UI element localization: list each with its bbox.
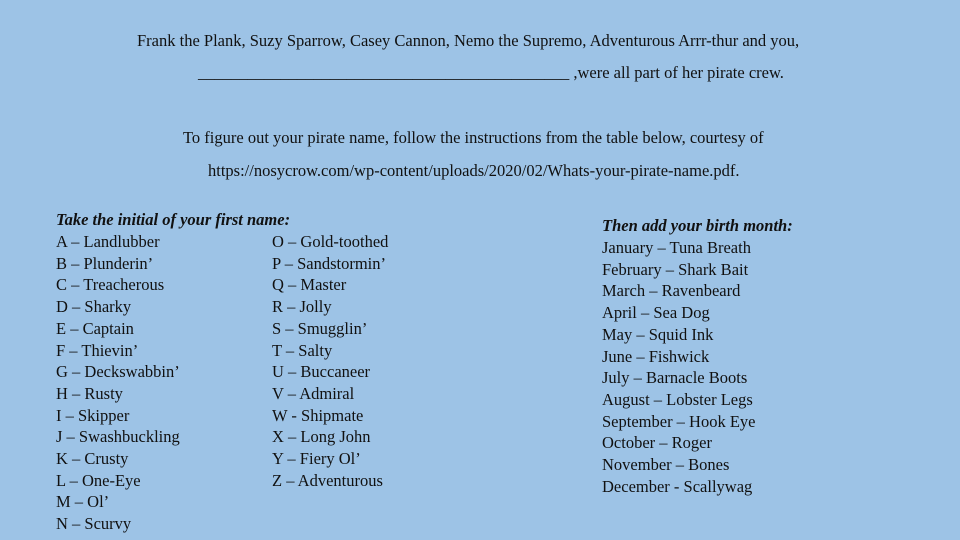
list-item: U – Buccaneer	[272, 362, 371, 382]
list-item: June – Fishwick	[602, 346, 710, 366]
list-item: Z – Adventurous	[272, 470, 383, 490]
list-item: A – Landlubber	[56, 232, 160, 251]
list-item: August – Lobster Legs	[602, 389, 753, 409]
list-item: C – Treacherous	[56, 275, 165, 295]
list-item: J – Swashbuckling	[56, 427, 180, 447]
list-item: N – Scurvy	[56, 514, 132, 534]
list-item: K – Crusty	[56, 449, 129, 469]
intro-blank-line: _____________________________________________ ,were all part of her pirate crew.	[198, 63, 784, 82]
list-item: H – Rusty	[56, 383, 123, 403]
list-item: T – Salty	[272, 340, 333, 360]
list-item: March – Ravenbeard	[602, 281, 741, 301]
list-item: G – Deckswabbin’	[56, 362, 180, 382]
list-item: V – Admiral	[272, 383, 355, 403]
list-item: I – Skipper	[56, 405, 130, 425]
list-item: December - Scallywag	[602, 476, 753, 496]
list-item: November – Bones	[602, 455, 730, 475]
list-item: W - Shipmate	[272, 405, 364, 425]
intro-crew-line: Frank the Plank, Suzy Sparrow, Casey Cannon, Nemo the Supremo, Adventurous Arrr-thur and you,	[137, 31, 800, 50]
list-item: F – Thievin’	[56, 340, 139, 360]
list-item: September – Hook Eye	[602, 411, 756, 431]
list-item: S – Smugglin’	[272, 318, 368, 338]
first-name-list-o-to-z	[272, 231, 388, 491]
list-item: O – Gold-toothed	[272, 232, 389, 251]
list-item: L – One-Eye	[56, 470, 141, 490]
first-name-heading: Take the initial of your first name:	[56, 210, 291, 229]
first-name-list-a-to-n	[56, 231, 180, 535]
source-url: https://nosycrow.com/wp-content/uploads/2020/02/Whats-your-pirate-name.pdf.	[208, 161, 740, 180]
list-item: Y – Fiery Ol’	[272, 449, 361, 469]
list-item: January – Tuna Breath	[602, 238, 751, 257]
list-item: April – Sea Dog	[602, 303, 710, 323]
list-item: X – Long John	[272, 427, 371, 447]
birth-month-list	[602, 237, 756, 497]
instructions-line: To figure out your pirate name, follow the instructions from the table below, courtesy of	[183, 128, 764, 147]
list-item: B – Plunderin’	[56, 253, 154, 273]
list-item: February – Shark Bait	[602, 259, 749, 279]
list-item: E – Captain	[56, 318, 134, 338]
list-item: M – Ol’	[56, 492, 110, 512]
list-item: October – Roger	[602, 433, 712, 453]
list-item: May – Squid Ink	[602, 324, 714, 344]
list-item: P – Sandstormin’	[272, 253, 386, 273]
birth-month-heading: Then add your birth month:	[602, 216, 793, 235]
list-item: Q – Master	[272, 275, 347, 295]
list-item: R – Jolly	[272, 297, 332, 317]
list-item: D – Sharky	[56, 297, 132, 317]
list-item: July – Barnacle Boots	[602, 368, 748, 388]
